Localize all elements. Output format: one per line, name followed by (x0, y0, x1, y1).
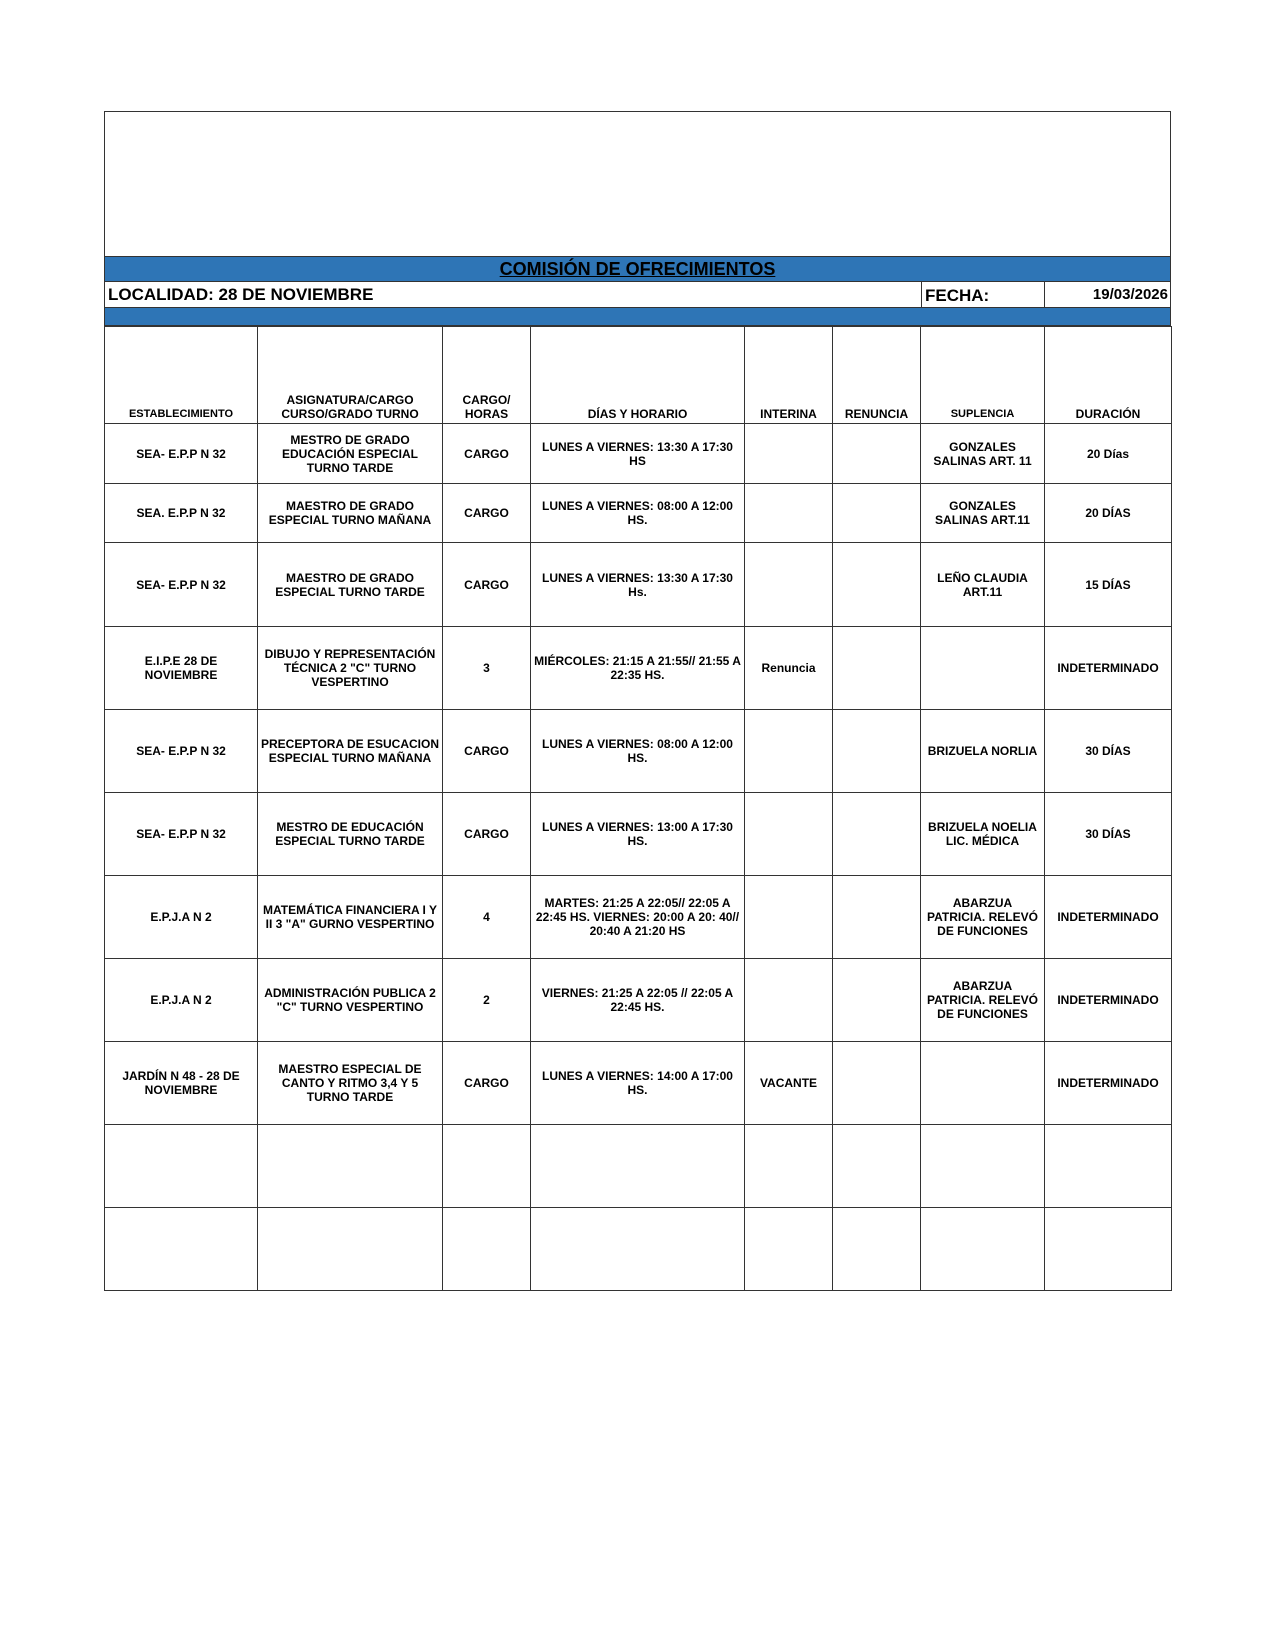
cell-suplencia (921, 1125, 1045, 1208)
cell-dias-horario: LUNES A VIERNES: 14:00 A 17:00 HS. (531, 1042, 745, 1125)
cell-asignatura: ADMINISTRACIÓN PUBLICA 2 "C" TURNO VESPERTINO (258, 959, 443, 1042)
cell-asignatura: MAESTRO DE GRADO ESPECIAL TURNO MAÑANA (258, 484, 443, 543)
table-row (105, 793, 1172, 876)
cell-dias-horario: LUNES A VIERNES: 13:30 A 17:30 HS (531, 424, 745, 484)
table-row (105, 543, 1172, 627)
cell-duracion: INDETERMINADO (1045, 1042, 1172, 1125)
cell-duracion: INDETERMINADO (1045, 627, 1172, 710)
offers-sheet (104, 111, 1171, 1291)
header-asignatura: ASIGNATURA/CARGO CURSO/GRADO TURNO (258, 327, 443, 424)
blue-separator (104, 308, 1171, 326)
cell-asignatura: DIBUJO Y REPRESENTACIÓN TÉCNICA 2 "C" TURNO VESPERTINO (258, 627, 443, 710)
table-row (105, 710, 1172, 793)
cell-renuncia (833, 1125, 921, 1208)
cell-duracion: INDETERMINADO (1045, 876, 1172, 959)
cell-dias-horario: LUNES A VIERNES: 08:00 A 12:00 HS. (531, 484, 745, 543)
cell-suplencia: GONZALES SALINAS ART.11 (921, 484, 1045, 543)
cell-suplencia (921, 1042, 1045, 1125)
cell-establecimiento: SEA. E.P.P N 32 (105, 484, 258, 543)
cell-cargo-horas (443, 1125, 531, 1208)
cell-renuncia (833, 710, 921, 793)
cell-establecimiento: E.P.J.A N 2 (105, 959, 258, 1042)
cell-interina (745, 793, 833, 876)
cell-interina (745, 1208, 833, 1291)
cell-renuncia (833, 876, 921, 959)
table-row-empty (105, 1125, 1172, 1208)
cell-cargo-horas: CARGO (443, 793, 531, 876)
cell-interina (745, 876, 833, 959)
cell-interina (745, 1125, 833, 1208)
header-cargo-horas: CARGO/ HORAS (443, 327, 531, 424)
cell-establecimiento: SEA- E.P.P N 32 (105, 543, 258, 627)
cell-duracion: 20 Días (1045, 424, 1172, 484)
cell-cargo-horas (443, 1208, 531, 1291)
cell-interina (745, 710, 833, 793)
fecha-label: FECHA: (921, 282, 1044, 307)
table-row-empty (105, 1208, 1172, 1291)
cell-asignatura: MESTRO DE EDUCACIÓN ESPECIAL TURNO TARDE (258, 793, 443, 876)
meta-row (104, 282, 1171, 308)
cell-cargo-horas: CARGO (443, 543, 531, 627)
cell-duracion: 20 DÍAS (1045, 484, 1172, 543)
cell-duracion (1045, 1208, 1172, 1291)
cell-duracion (1045, 1125, 1172, 1208)
cell-renuncia (833, 793, 921, 876)
table-row (105, 1042, 1172, 1125)
cell-suplencia: LEÑO CLAUDIA ART.11 (921, 543, 1045, 627)
header-suplencia: SUPLENCIA (921, 327, 1045, 424)
cell-renuncia (833, 543, 921, 627)
cell-renuncia (833, 959, 921, 1042)
cell-renuncia (833, 424, 921, 484)
cell-suplencia (921, 1208, 1045, 1291)
cell-cargo-horas: CARGO (443, 1042, 531, 1125)
header-dias-horario: DÍAS Y HORARIO (531, 327, 745, 424)
cell-dias-horario: VIERNES: 21:25 A 22:05 // 22:05 A 22:45 HS. (531, 959, 745, 1042)
table-row (105, 484, 1172, 543)
header-interina: INTERINA (745, 327, 833, 424)
cell-dias-horario: LUNES A VIERNES: 13:30 A 17:30 Hs. (531, 543, 745, 627)
cell-renuncia (833, 1042, 921, 1125)
cell-asignatura: MESTRO DE GRADO EDUCACIÓN ESPECIAL TURNO TARDE (258, 424, 443, 484)
cell-suplencia: GONZALES SALINAS ART. 11 (921, 424, 1045, 484)
cell-duracion: 15 DÍAS (1045, 543, 1172, 627)
cell-dias-horario: LUNES A VIERNES: 08:00 A 12:00 HS. (531, 710, 745, 793)
cell-establecimiento (105, 1208, 258, 1291)
cell-asignatura: PRECEPTORA DE ESUCACION ESPECIAL TURNO MAÑANA (258, 710, 443, 793)
header-blank-area (104, 111, 1171, 256)
cell-interina: VACANTE (745, 1042, 833, 1125)
table-row (105, 627, 1172, 710)
cell-duracion: INDETERMINADO (1045, 959, 1172, 1042)
cell-suplencia: BRIZUELA NORLIA (921, 710, 1045, 793)
header-renuncia: RENUNCIA (833, 327, 921, 424)
cell-interina (745, 424, 833, 484)
cell-renuncia (833, 484, 921, 543)
cell-interina (745, 959, 833, 1042)
cell-asignatura: MAESTRO ESPECIAL DE CANTO Y RITMO 3,4 Y 5 TURNO TARDE (258, 1042, 443, 1125)
cell-renuncia (833, 1208, 921, 1291)
cell-dias-horario: MARTES: 21:25 A 22:05// 22:05 A 22:45 HS. VIERNES: 20:00 A 20: 40// 20:40 A 21:20 HS (531, 876, 745, 959)
cell-asignatura (258, 1125, 443, 1208)
cell-establecimiento: SEA- E.P.P N 32 (105, 424, 258, 484)
cell-establecimiento (105, 1125, 258, 1208)
cell-renuncia (833, 627, 921, 710)
cell-cargo-horas: CARGO (443, 424, 531, 484)
header-duracion: DURACIÓN (1045, 327, 1172, 424)
cell-asignatura (258, 1208, 443, 1291)
cell-asignatura: MAESTRO DE GRADO ESPECIAL TURNO TARDE (258, 543, 443, 627)
header-establecimiento: ESTABLECIMIENTO (105, 327, 258, 424)
cell-establecimiento: E.P.J.A N 2 (105, 876, 258, 959)
cell-dias-horario (531, 1125, 745, 1208)
cell-dias-horario: MIÉRCOLES: 21:15 A 21:55// 21:55 A 22:35 HS. (531, 627, 745, 710)
cell-cargo-horas: CARGO (443, 710, 531, 793)
table-header-row (105, 327, 1172, 424)
cell-cargo-horas: 2 (443, 959, 531, 1042)
cell-dias-horario: LUNES A VIERNES: 13:00 A 17:30 HS. (531, 793, 745, 876)
cell-interina (745, 543, 833, 627)
cell-establecimiento: SEA- E.P.P N 32 (105, 793, 258, 876)
cell-cargo-horas: 3 (443, 627, 531, 710)
fecha-value: 19/03/2026 (1044, 282, 1170, 307)
cell-interina: Renuncia (745, 627, 833, 710)
cell-establecimiento: SEA- E.P.P N 32 (105, 710, 258, 793)
cell-cargo-horas: 4 (443, 876, 531, 959)
cell-interina (745, 484, 833, 543)
table-row (105, 876, 1172, 959)
cell-duracion: 30 DÍAS (1045, 710, 1172, 793)
cell-suplencia: ABARZUA PATRICIA. RELEVÓ DE FUNCIONES (921, 876, 1045, 959)
cell-cargo-horas: CARGO (443, 484, 531, 543)
cell-asignatura: MATEMÁTICA FINANCIERA I Y II 3 "A" GURNO VESPERTINO (258, 876, 443, 959)
table-row (105, 424, 1172, 484)
offers-table (104, 326, 1172, 1291)
localidad: LOCALIDAD: 28 DE NOVIEMBRE (108, 285, 374, 304)
cell-duracion: 30 DÍAS (1045, 793, 1172, 876)
cell-establecimiento: E.I.P.E 28 DE NOVIEMBRE (105, 627, 258, 710)
cell-suplencia: ABARZUA PATRICIA. RELEVÓ DE FUNCIONES (921, 959, 1045, 1042)
cell-dias-horario (531, 1208, 745, 1291)
cell-establecimiento: JARDÍN N 48 - 28 DE NOVIEMBRE (105, 1042, 258, 1125)
sheet-title: COMISIÓN DE OFRECIMIENTOS (104, 256, 1171, 282)
cell-suplencia: BRIZUELA NOELIA LIC. MÉDICA (921, 793, 1045, 876)
cell-suplencia (921, 627, 1045, 710)
table-row (105, 959, 1172, 1042)
